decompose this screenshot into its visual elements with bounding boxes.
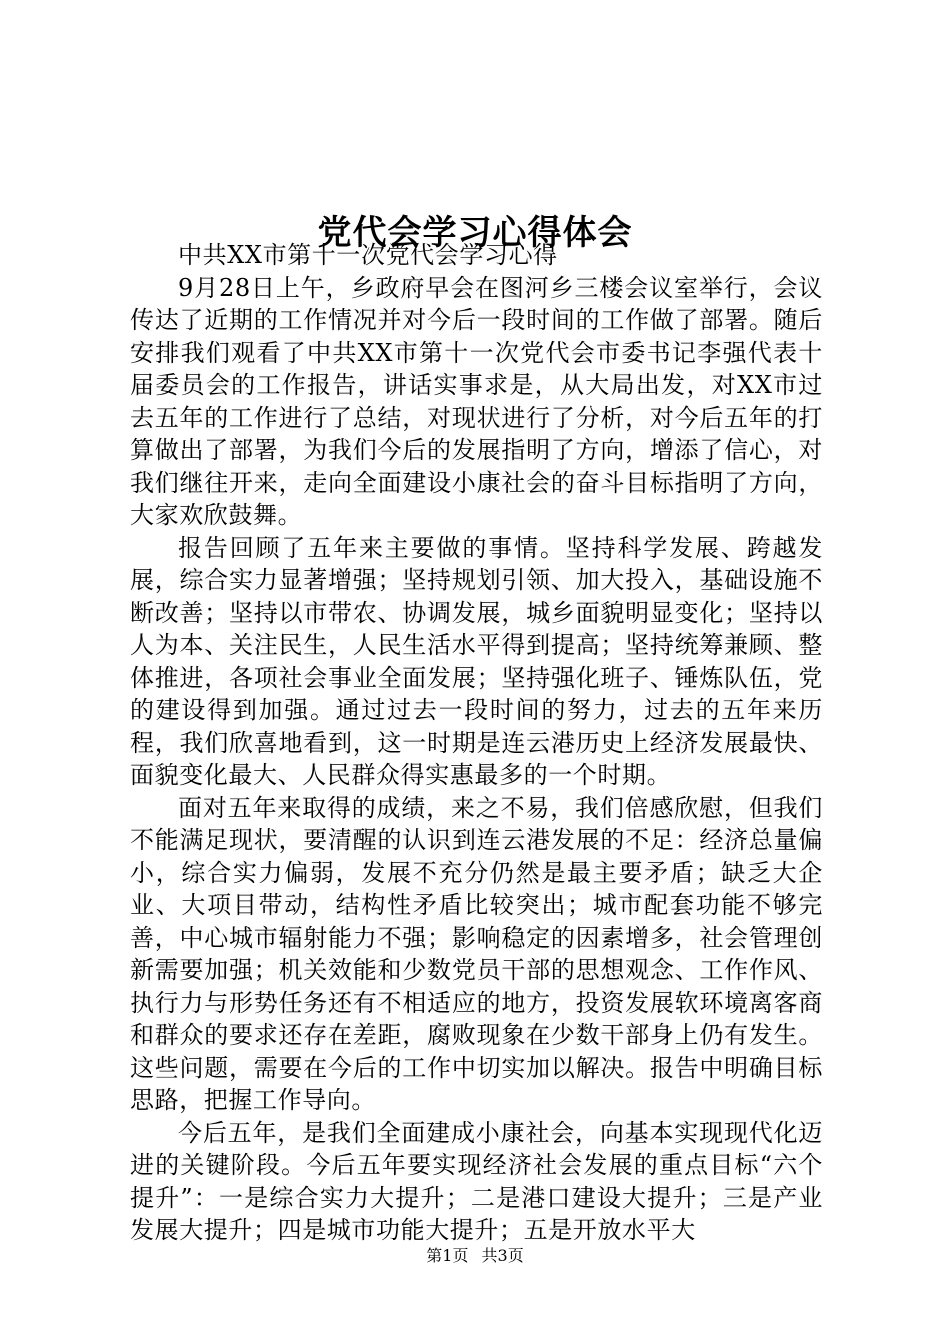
- paragraph-subtitle: 中共XX市第十一次党代会学习心得: [178, 241, 558, 269]
- document-title: 党代会学习心得体会: [317, 212, 633, 253]
- document-body: [130, 239, 823, 1247]
- paragraph-meeting: 9月28日上午，乡政府早会在图河乡三楼会议室举行，会议传达了近期的工作情况并对今后一段时间的工作做了部署。随后安排我们观看了中共XX市第十一次党代会市委书记李强代表十届委员会的工作报告，讲话实事求是，从大局出发，对XX市过去五年的工作进行了总结，对现状进行了分析，对今后五年的打算做出了部署，为我们今后的发展指明了方向，增添了信心，对我们继往开来，走向全面建设小康社会的奋斗目标指明了方向，大家欢欣鼓舞。: [130, 273, 823, 529]
- page-total: 共3页: [481, 1246, 524, 1265]
- page-footer: [0, 1245, 950, 1267]
- page-number: 第1页: [426, 1246, 469, 1265]
- paragraph-goals: 今后五年，是我们全面建成小康社会，向基本实现现代化迈进的关键阶段。今后五年要实现经济社会发展的重点目标“六个提升”：一是综合实力大提升；二是港口建设大提升；三是产业发展大提升；四是城市功能大提升；五是开放水平大: [130, 1118, 823, 1244]
- paragraph-shortcomings: 面对五年来取得的成绩，来之不易，我们倍感欣慰，但我们不能满足现状，要清醒的认识到连云港发展的不足：经济总量偏小，综合实力偏弱，发展不充分仍然是最主要矛盾；缺乏大企业、大项目带动，结构性矛盾比较突出；城市配套功能不够完善，中心城市辐射能力不强；影响稳定的因素增多，社会管理创新需要加强；机关效能和少数党员干部的思想观念、工作作风、执行力与形势任务还有不相适应的地方，投资发展软环境离客商和群众的要求还存在差距，腐败现象在少数干部身上仍有发生。这些问题，需要在今后的工作中切实加以解决。报告中明确目标思路，把握工作导向。: [130, 793, 823, 1114]
- paragraph-review: 报告回顾了五年来主要做的事情。坚持科学发展、跨越发展，综合实力显著增强；坚持规划引领、加大投入，基础设施不断改善；坚持以市带农、协调发展，城乡面貌明显变化；坚持以人为本、关注民生，人民生活水平得到提高；坚持统筹兼顾、整体推进，各项社会事业全面发展；坚持强化班子、锤炼队伍，党的建设得到加强。通过过去一段时间的努力，过去的五年来历程，我们欣喜地看到，这一时期是连云港历史上经济发展最快、面貌变化最大、人民群众得实惠最多的一个时期。: [130, 533, 823, 789]
